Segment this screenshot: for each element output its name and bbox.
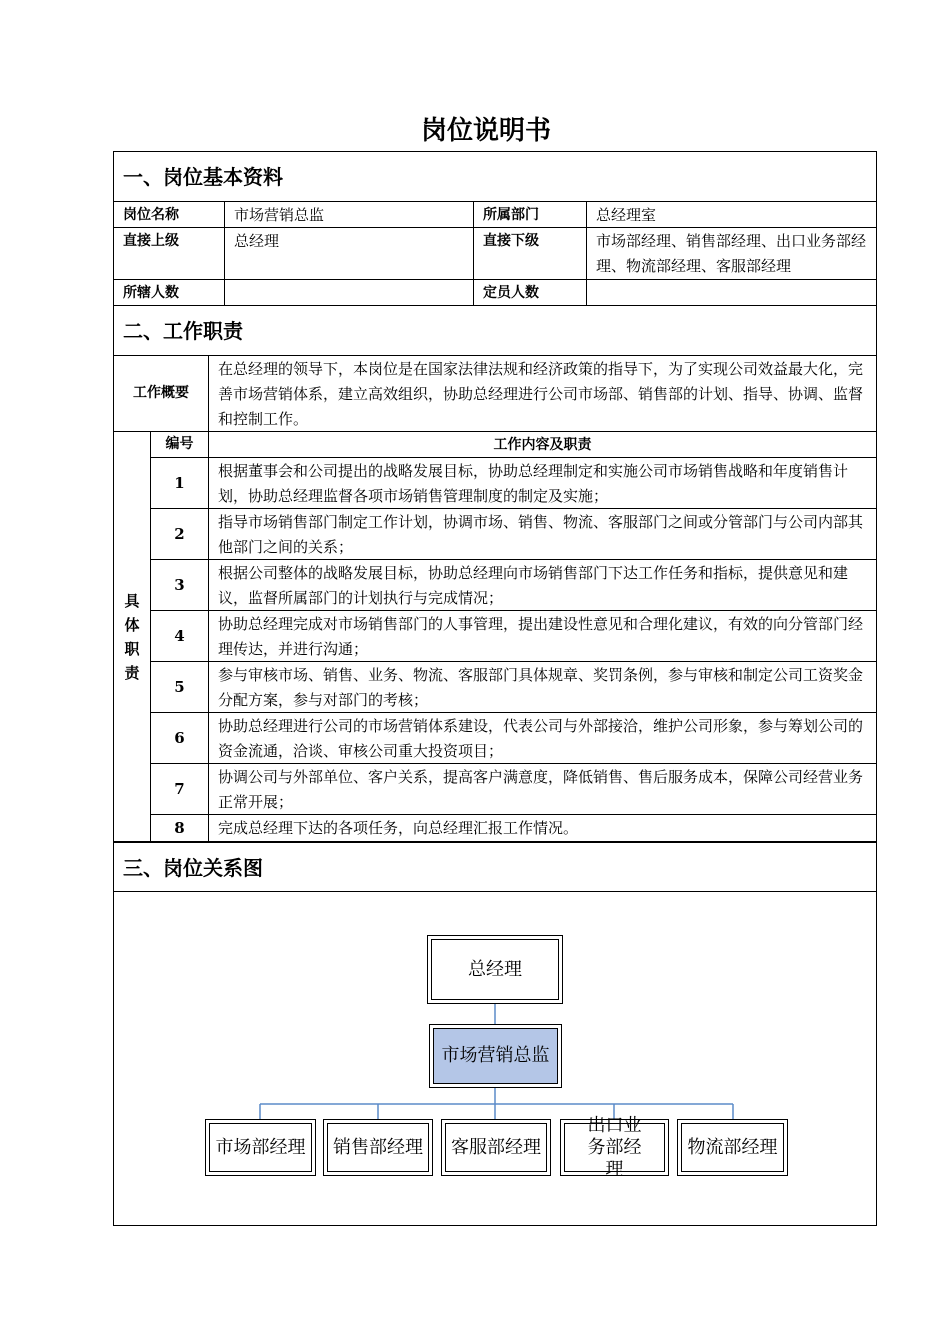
duty-text: 参与审核市场、销售、业务、物流、客服部门具体规章、奖罚条例，参与审核和制定公司工资奖金分配方案，参与对部门的考核； bbox=[218, 666, 864, 709]
duty-num: 3 bbox=[151, 560, 209, 610]
org-chart bbox=[114, 892, 876, 1225]
duties-side-label bbox=[114, 432, 151, 841]
duty-num: 4 bbox=[151, 611, 209, 661]
superior-label: 直接上级 bbox=[114, 228, 225, 279]
managed-count-label: 所辖人数 bbox=[114, 280, 225, 305]
duty-text: 协助总经理进行公司的市场营销体系建设，代表公司与外部接洽，维护公司形象，参与筹划公司的资金流通，洽谈、审核公司重大投资项目； bbox=[218, 717, 864, 760]
summary-text: 在总经理的领导下，本岗位是在国家法律法规和经济政策的指导下，为了实现公司效益最大化，完善市场营销体系，建立高效组织，协助总经理进行公司市场部、销售部的计划、指导、协调、监督和控制工作。 bbox=[218, 360, 864, 428]
org-node-child: 销售部经理 bbox=[323, 1119, 433, 1176]
table-row bbox=[151, 458, 876, 509]
duty-text: 协助总经理完成对市场销售部门的人事管理，提出建设性意见和合理化建议，有效的向分管部门经理传达，并进行沟通； bbox=[218, 615, 864, 658]
section-relation: 三、岗位关系图 bbox=[114, 842, 876, 892]
duty-num: 2 bbox=[151, 509, 209, 559]
table-row bbox=[151, 713, 876, 764]
duty-text: 根据公司整体的战略发展目标，协助总经理向市场销售部门下达工作任务和指标，提供意见和建议，监督所属部门的计划执行与完成情况； bbox=[218, 564, 849, 607]
duty-num: 7 bbox=[151, 764, 209, 814]
basic-row-3 bbox=[114, 280, 876, 306]
managed-count-value bbox=[225, 280, 474, 305]
org-node-child: 物流部经理 bbox=[677, 1119, 788, 1176]
duties-side-char: 职 bbox=[124, 639, 140, 658]
duty-num: 8 bbox=[151, 815, 209, 841]
table-row bbox=[151, 662, 876, 713]
duty-text: 完成总经理下达的各项任务，向总经理汇报工作情况。 bbox=[218, 819, 579, 837]
org-node-child: 客服部经理 bbox=[441, 1119, 551, 1176]
staff-count-label: 定员人数 bbox=[474, 280, 587, 305]
org-node-general-manager: 总经理 bbox=[427, 935, 563, 1004]
duties-table bbox=[151, 432, 876, 841]
duties-header-row bbox=[151, 432, 876, 458]
duty-num: 6 bbox=[151, 713, 209, 763]
staff-count-value bbox=[587, 280, 876, 305]
duty-text: 协调公司与外部单位、客户关系，提高客户满意度，降低销售、售后服务成本，保障公司经营业务正常开展； bbox=[218, 768, 864, 811]
department-value: 总经理室 bbox=[596, 206, 657, 224]
page-title: 岗位说明书 bbox=[420, 116, 551, 146]
content-header: 工作内容及职责 bbox=[493, 437, 592, 453]
duty-text: 根据董事会和公司提出的战略发展目标，协助总经理制定和实施公司市场销售战略和年度销售计划，协助总经理监督各项市场销售管理制度的制定及实施； bbox=[218, 462, 849, 505]
section-duties: 二、工作职责 bbox=[114, 306, 876, 356]
org-node-marketing-director: 市场营销总监 bbox=[429, 1024, 562, 1088]
table-row bbox=[151, 764, 876, 815]
table-row bbox=[151, 560, 876, 611]
subordinate-value: 市场部经理、销售部经理、出口业务部经理、物流部经理、客服部经理 bbox=[596, 232, 867, 275]
duty-num: 5 bbox=[151, 662, 209, 712]
subordinate-label: 直接下级 bbox=[474, 228, 587, 279]
position-name-value: 市场营销总监 bbox=[225, 202, 474, 227]
section-basic-info: 一、岗位基本资料 bbox=[114, 152, 876, 202]
duties-side-char: 责 bbox=[124, 663, 140, 682]
duties-block bbox=[114, 432, 876, 842]
table-row bbox=[151, 611, 876, 662]
num-header: 编号 bbox=[151, 432, 209, 457]
duty-text: 指导市场销售部门制定工作计划，协调市场、销售、物流、客服部门之间或分管部门与公司内部其他部门之间的关系； bbox=[218, 513, 864, 556]
duties-side-char: 体 bbox=[124, 615, 140, 634]
org-node-child: 市场部经理 bbox=[205, 1119, 316, 1176]
duties-side-char: 具 bbox=[124, 591, 140, 610]
basic-row-2 bbox=[114, 228, 876, 280]
superior-value: 总经理 bbox=[225, 228, 474, 279]
table-row bbox=[151, 815, 876, 841]
duty-num: 1 bbox=[151, 458, 209, 508]
summary-row bbox=[114, 356, 876, 432]
department-label: 所属部门 bbox=[474, 202, 587, 227]
job-description-table bbox=[113, 151, 877, 1226]
summary-label: 工作概要 bbox=[114, 356, 209, 431]
position-name-label: 岗位名称 bbox=[114, 202, 225, 227]
table-row bbox=[151, 509, 876, 560]
basic-row-1 bbox=[114, 202, 876, 228]
org-node-child: 出口业务部经理 bbox=[560, 1119, 669, 1176]
